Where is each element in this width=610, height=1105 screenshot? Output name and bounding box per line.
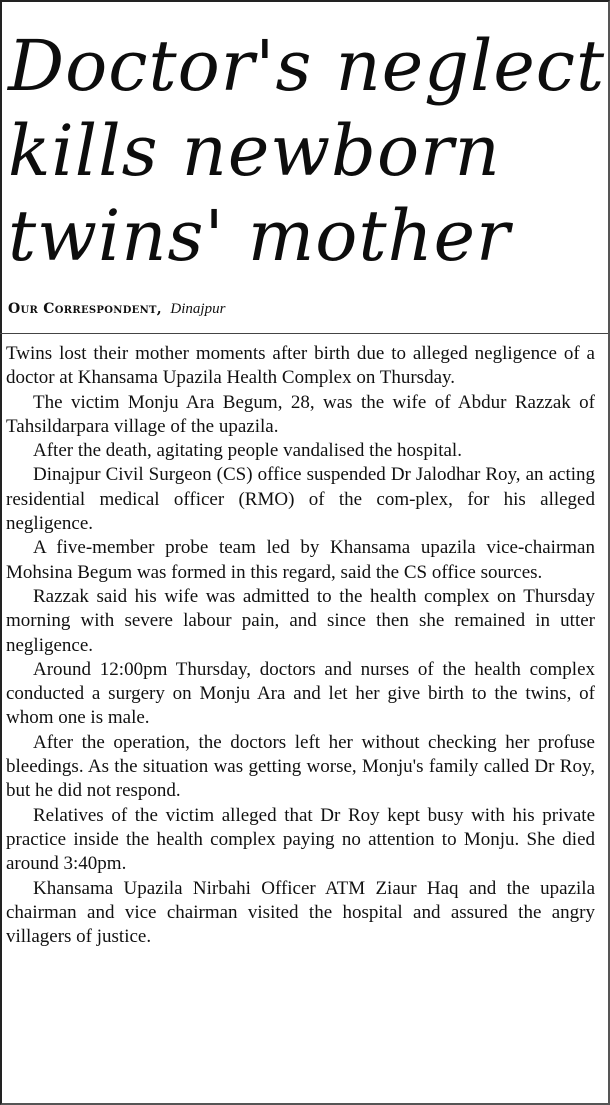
article-paragraph: Dinajpur Civil Surgeon (CS) office suspended Dr Jalodhar Roy, an acting residential medical officer (RMO) of the com-plex, for his alleged negligence. bbox=[6, 464, 595, 535]
headline bbox=[8, 24, 606, 279]
article-body bbox=[6, 342, 595, 949]
headline-line: twins' mother bbox=[8, 195, 511, 277]
article-paragraph: Around 12:00pm Thursday, doctors and nurses of the health complex conducted a surgery on Monju Ara and let her give birth to the twins, of whom one is male. bbox=[6, 658, 595, 729]
byline-place: Dinajpur bbox=[170, 301, 226, 317]
byline-divider bbox=[0, 333, 608, 334]
article-paragraph: Razzak said his wife was admitted to the health complex on Thursday morning with severe labour pain, and since then she remained in utter negligence. bbox=[6, 585, 595, 656]
byline bbox=[8, 297, 225, 321]
headline-line: Doctor's neglect bbox=[8, 25, 606, 107]
byline-author: Our Correspondent, bbox=[8, 301, 162, 317]
article-paragraph: A five-member probe team led by Khansama upazila vice-chairman Mohsina Begum was formed in this regard, said the CS office sources. bbox=[6, 537, 595, 583]
article-paragraph: The victim Monju Ara Begum, 28, was the wife of Abdur Razzak of Tahsildarpara village of the upazila. bbox=[6, 391, 595, 437]
headline-line: kills newborn bbox=[8, 110, 501, 192]
article-paragraph: Twins lost their mother moments after birth due to alleged negligence of a doctor at Khansama Upazila Health Complex on Thursday. bbox=[6, 343, 595, 389]
article-paragraph: After the operation, the doctors left her without checking her profuse bleedings. As the situation was getting worse, Monju's family called Dr Roy, but he did not respond. bbox=[6, 731, 595, 802]
article-paragraph: Relatives of the victim alleged that Dr Roy kept busy with his private practice inside the health complex paying no attention to Monju. She died around 3:40pm. bbox=[6, 804, 595, 875]
article-paragraph: After the death, agitating people vandalised the hospital. bbox=[33, 440, 462, 462]
article-paragraph: Khansama Upazila Nirbahi Officer ATM Ziaur Haq and the upazila chairman and vice chairman visited the hospital and assured the angry villagers of justice. bbox=[6, 877, 595, 948]
